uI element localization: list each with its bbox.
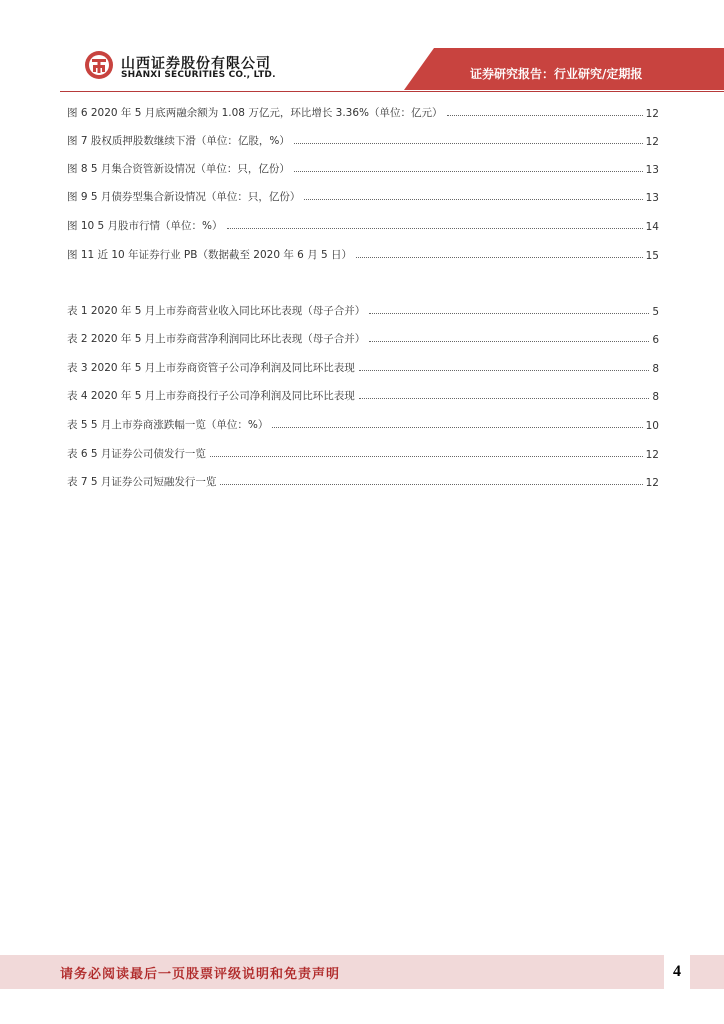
leader-dots (304, 198, 642, 200)
table-entry-page: 12 (645, 449, 659, 461)
figure-entry-page: 13 (645, 164, 659, 176)
company-name-en: SHANXI SECURITIES CO., LTD. (121, 70, 276, 80)
table-entry-label: 表 7 5 月证券公司短融发行一览 (67, 476, 217, 488)
figure-entry-page: 15 (645, 250, 659, 262)
footer-disclaimer: 请务必阅读最后一页股票评级说明和免责声明 (60, 967, 341, 982)
figure-entry-page: 14 (645, 221, 659, 233)
table-entry-page: 12 (645, 477, 659, 489)
table-entry-page: 10 (645, 420, 659, 432)
header-divider (60, 91, 724, 92)
leader-dots (220, 483, 642, 485)
table-entry-label: 表 2 2020 年 5 月上市券商营净利润同比环比表现（母子合并） (67, 333, 366, 345)
leader-dots (227, 227, 643, 229)
leader-dots (369, 340, 649, 342)
leader-dots (359, 369, 650, 371)
figure-entry-label: 图 8 5 月集合资管新设情况（单位：只，亿份） (67, 163, 290, 175)
leader-dots (369, 312, 649, 314)
leader-dots (294, 170, 643, 172)
page-header (0, 0, 724, 92)
figure-entry-label: 图 7 股权质押股数继续下滑（单位：亿股，%） (67, 135, 290, 147)
table-entry[interactable] (67, 385, 659, 403)
leader-dots (356, 256, 643, 258)
table-entry[interactable] (67, 414, 659, 432)
figure-entry[interactable] (67, 186, 659, 204)
table-entry-page: 5 (652, 306, 659, 318)
figure-entry-label: 图 11 近 10 年证券行业 PB（数据截至 2020 年 6 月 5 日） (67, 249, 353, 261)
table-entry[interactable] (67, 443, 659, 461)
figure-entry[interactable] (67, 215, 659, 233)
figure-entry-label: 图 10 5 月股市行情（单位：%） (67, 220, 223, 232)
page-number: 4 (664, 955, 690, 989)
figure-entry-label: 图 6 2020 年 5 月底两融余额为 1.08 万亿元，环比增长 3.36%（单位：亿元） (67, 107, 443, 119)
figure-entry[interactable] (67, 130, 659, 148)
table-entry-label: 表 5 5 月上市券商涨跌幅一览（单位：%） (67, 419, 269, 431)
table-entry[interactable] (67, 300, 659, 318)
report-type-label: 证券研究报告：行业研究/定期报 (470, 67, 643, 81)
table-entry[interactable] (67, 328, 659, 346)
leader-dots (272, 426, 642, 428)
table-entry-page: 8 (652, 363, 659, 375)
table-entry-label: 表 6 5 月证券公司债发行一览 (67, 448, 206, 460)
leader-dots (359, 397, 650, 399)
leader-dots (447, 114, 643, 116)
figure-entry-page: 13 (645, 192, 659, 204)
company-name-cn: 山西证券股份有限公司 (121, 56, 271, 72)
leader-dots (210, 455, 643, 457)
table-entry-page: 8 (652, 391, 659, 403)
table-entry-label: 表 1 2020 年 5 月上市券商营业收入同比环比表现（母子合并） (67, 305, 366, 317)
figure-entry-page: 12 (645, 136, 659, 148)
leader-dots (294, 142, 643, 144)
figure-entry-label: 图 9 5 月债券型集合新设情况（单位：只，亿份） (67, 191, 301, 203)
figure-entry[interactable] (67, 158, 659, 176)
company-logo-icon (84, 50, 114, 80)
table-entry-label: 表 4 2020 年 5 月上市券商投行子公司净利润及同比环比表现 (67, 390, 355, 402)
table-entry[interactable] (67, 471, 659, 489)
figure-entry[interactable] (67, 102, 659, 120)
figure-entry-page: 12 (645, 108, 659, 120)
table-entry[interactable] (67, 357, 659, 375)
table-entry-label: 表 3 2020 年 5 月上市券商资管子公司净利润及同比环比表现 (67, 362, 355, 374)
table-entry-page: 6 (652, 334, 659, 346)
figure-entry[interactable] (67, 244, 659, 262)
